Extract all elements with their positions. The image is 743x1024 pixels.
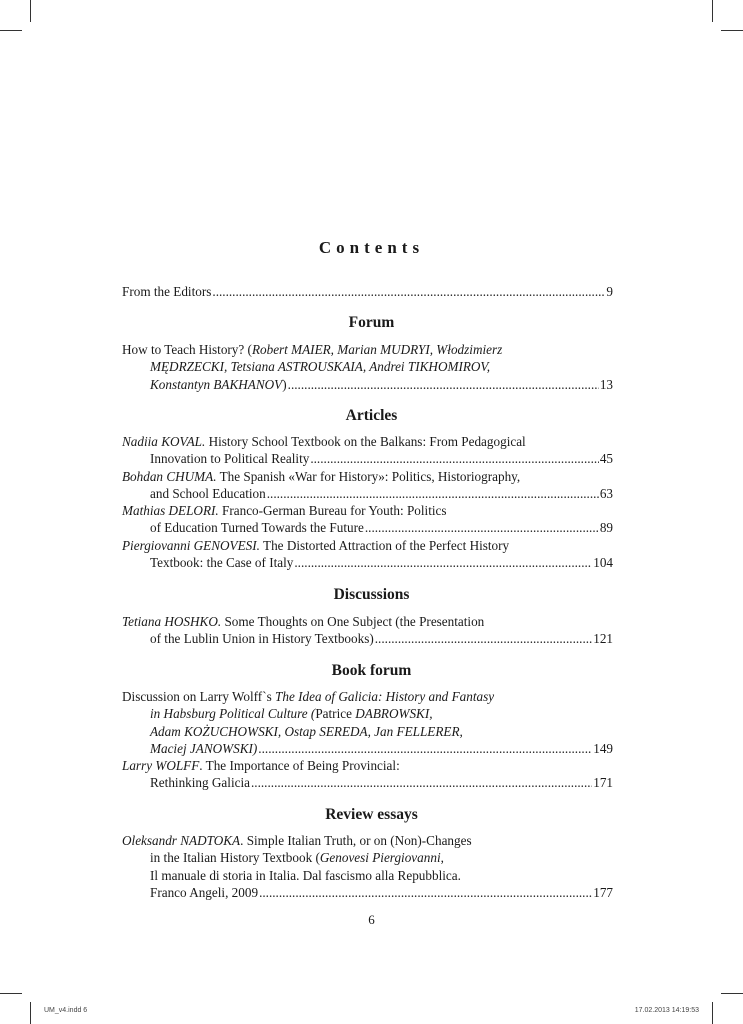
entry-author: Larry WOLFF — [122, 758, 200, 774]
entry-text: Some Thoughts on One Subject (the Presentation — [221, 614, 485, 629]
section-heading-discussions: Discussions — [333, 586, 410, 603]
crop-mark — [30, 1002, 31, 1024]
crop-mark — [721, 30, 743, 31]
page-number: 9 — [606, 284, 613, 299]
crop-mark — [30, 0, 31, 22]
entry-text: Discussion on Larry Wolff`s — [122, 689, 276, 704]
entry-text: History School Textbook on the Balkans: From Pedagogical — [205, 434, 526, 449]
toc-entry — [122, 502, 613, 537]
entry-author: Mathias DELORI. — [122, 503, 219, 519]
page-number: 177 — [593, 884, 613, 900]
toc-entry — [122, 757, 613, 792]
crop-mark — [0, 30, 22, 31]
toc-entry-from-editors — [122, 283, 613, 300]
entry-text: The Distorted Attraction of the Perfect History — [259, 537, 510, 553]
entry-text: Rethinking Galicia — [150, 775, 250, 791]
page-number: 13 — [599, 376, 613, 392]
entry-author: Piergiovanni GENOVESI. — [122, 537, 260, 553]
toc-entry — [122, 688, 613, 757]
page-folio: 6 — [368, 912, 375, 927]
toc-entries-articles — [122, 433, 613, 571]
section-heading-book-forum: Book forum — [331, 662, 412, 679]
toc-entry-review — [122, 832, 613, 901]
entry-text: How to Teach History? ( — [122, 342, 252, 357]
entry-text: , — [440, 850, 444, 866]
section-heading-review-essays: Review essays — [325, 806, 418, 823]
entry-text: Innovation to Political Reality — [150, 451, 310, 467]
entry-text: From the Editors — [122, 284, 212, 299]
page-number: 63 — [599, 485, 613, 501]
entry-text: Franco Angeli, 2009 — [150, 884, 259, 900]
entry-text: of the Lublin Union in History Textbooks) — [150, 631, 374, 647]
entry-text: . The Importance of Being Provincial: — [199, 758, 400, 774]
toc-entries-book-forum — [122, 688, 613, 792]
slug-timestamp: 17.02.2013 14:19:53 — [634, 1007, 699, 1014]
page-number: 121 — [593, 631, 613, 647]
entry-book-title: The Idea of Galicia: History and Fantasy — [275, 689, 495, 704]
entry-text: . Simple Italian Truth, or on (Non)-Changes — [240, 833, 472, 848]
entry-text: The Spanish «War for History»: Politics, Historiography, — [216, 468, 521, 484]
entry-text: ) — [282, 376, 287, 392]
crop-mark — [712, 1002, 713, 1024]
crop-mark — [0, 993, 22, 994]
entry-text: of Education Turned Towards the Future — [150, 520, 364, 536]
entry-author: Genovesi Piergiovanni — [319, 850, 441, 866]
section-heading-articles: Articles — [345, 407, 398, 424]
entry-text: Patrice — [315, 706, 356, 722]
page-number: 89 — [599, 520, 613, 536]
entry-text: Il manuale di storia in Italia. Dal fascismo alla Repubblica. — [150, 867, 461, 883]
crop-mark — [712, 0, 713, 22]
entry-book-title: in Habsburg Political Culture ( — [150, 706, 316, 722]
toc-entry-discussion — [122, 613, 613, 648]
entry-author: Oleksandr NADTOKA — [122, 833, 241, 848]
page-number: 149 — [593, 740, 613, 756]
section-heading-forum: Forum — [348, 314, 395, 331]
page-number: 171 — [593, 775, 613, 791]
toc-entry-forum — [122, 341, 613, 393]
page-number: 104 — [593, 555, 613, 571]
entry-authors: MĘDRZECKI, Tetsiana ASTROUSKAIA, Andrei TIKHOMIROV, — [150, 359, 491, 375]
slug-file-info: UM_v4.indd 6 — [44, 1007, 88, 1014]
entry-author: Bohdan CHUMA. — [122, 468, 217, 484]
entry-text: in the Italian History Textbook ( — [150, 850, 320, 866]
entry-authors: Adam KOŻUCHOWSKI, Ostap SEREDA, Jan FELLERER, — [150, 723, 463, 739]
toc-entry — [122, 537, 613, 572]
crop-mark — [721, 993, 743, 994]
page-title: Contents — [318, 238, 425, 257]
entry-author: Tetiana HOSHKO. — [122, 614, 222, 629]
toc-entry — [122, 468, 613, 503]
entry-authors: Maciej JANOWSKI) — [150, 740, 258, 756]
entry-authors: DABROWSKI, — [355, 706, 433, 722]
entry-authors: Konstantyn BAKHANOV — [150, 376, 283, 392]
entry-text: Textbook: the Case of Italy — [150, 555, 294, 571]
page-number: 45 — [599, 451, 613, 467]
entry-text: Franco-German Bureau for Youth: Politics — [218, 503, 447, 519]
entry-author: Nadiia KOVAL. — [122, 434, 206, 449]
entry-authors: Robert MAIER, Marian MUDRYI, Włodzimierz — [251, 342, 503, 357]
toc-entry — [122, 433, 613, 468]
entry-text: and School Education — [150, 485, 266, 501]
